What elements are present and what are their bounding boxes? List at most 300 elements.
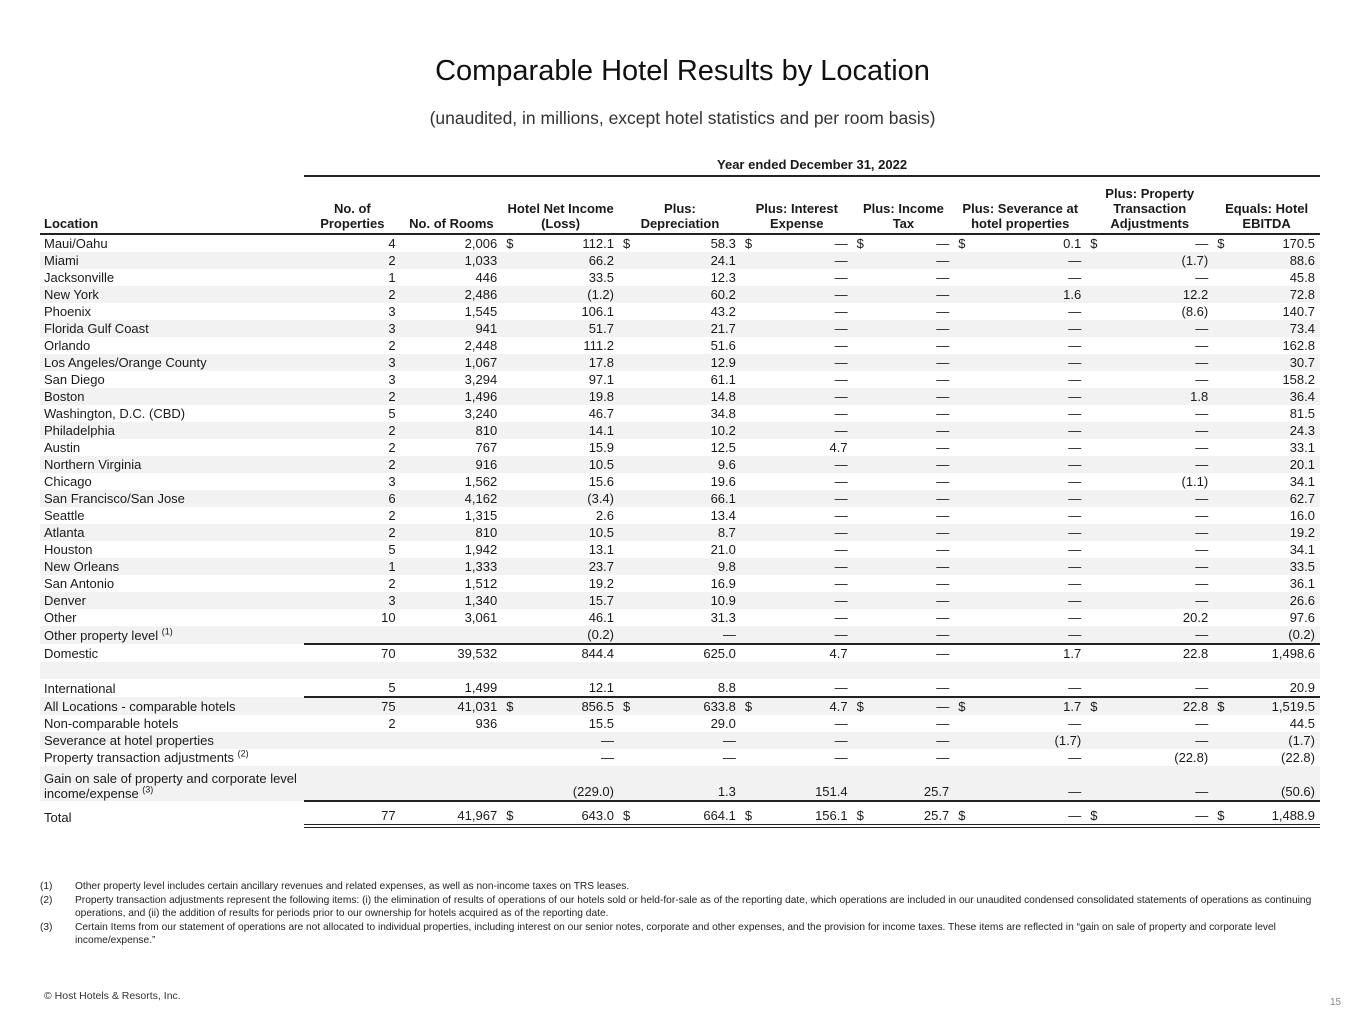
cell-value: 10.5 [588, 457, 614, 472]
value-cell-rooms [401, 252, 503, 269]
location-cell [40, 575, 304, 592]
currency-symbol: $ [1217, 808, 1225, 823]
value-cell-ebitda [1213, 749, 1320, 766]
footnote-ref: (2) [237, 748, 249, 759]
cell-value: (1.2) [587, 287, 614, 302]
location-label: Houston [44, 542, 93, 557]
cell-value: 2 [388, 423, 396, 438]
cell-value: (1.7) [1181, 253, 1209, 268]
currency-symbol: $ [744, 236, 753, 251]
cell-value: 13.1 [588, 542, 614, 557]
cell-value: — [1068, 508, 1082, 523]
value-cell-sev [954, 456, 1086, 473]
table-body [40, 234, 1320, 826]
cell-value: — [1195, 355, 1209, 370]
location-label: Austin [44, 440, 81, 455]
currency-symbol: $ [856, 236, 864, 251]
cell-value: 1 [388, 559, 396, 574]
cell-value: — [936, 253, 950, 268]
value-cell-ni [502, 234, 619, 252]
cell-value: 14.8 [710, 389, 736, 404]
value-cell-ni [502, 303, 619, 320]
value-cell-sev [954, 473, 1086, 490]
value-cell-int [741, 473, 853, 490]
location-cell [40, 286, 304, 303]
table-row [40, 286, 1320, 303]
cell-value: — [1068, 576, 1082, 591]
value-cell-rooms [401, 766, 503, 801]
cell-value: 15.5 [588, 716, 614, 731]
value-cell-dep [619, 473, 741, 490]
cell-value: 22.8 [1182, 646, 1209, 661]
cell-value: 19.2 [588, 576, 614, 591]
cell-value: — [1068, 593, 1082, 608]
value-cell-ptx [1086, 439, 1213, 456]
value-cell-ebitda [1213, 269, 1320, 286]
cell-value: 1,067 [464, 355, 498, 370]
value-cell-ptx [1086, 575, 1213, 592]
cell-value: 1,488.9 [1271, 808, 1315, 823]
cell-value: 16.0 [1289, 508, 1315, 523]
cell-value: 97.1 [588, 372, 614, 387]
page-title: Comparable Hotel Results by Location [435, 55, 930, 87]
value-cell-int [741, 371, 853, 388]
cell-value: 61.1 [710, 372, 736, 387]
location-label: International [44, 681, 116, 696]
cell-value: — [1195, 733, 1209, 748]
value-cell-rooms [401, 320, 503, 337]
cell-value: 19.8 [588, 389, 614, 404]
value-cell-ptx [1086, 697, 1213, 715]
cell-value: 664.1 [703, 808, 736, 823]
value-cell-props [304, 715, 401, 732]
cell-value: 70 [381, 646, 396, 661]
value-cell-tax [853, 732, 955, 749]
value-cell-dep [619, 679, 741, 697]
table-row [40, 558, 1320, 575]
cell-value: — [1195, 406, 1209, 421]
value-cell-tax [853, 575, 955, 592]
cell-value: — [834, 542, 848, 557]
cell-value: — [936, 491, 950, 506]
value-cell-ebitda [1213, 439, 1320, 456]
currency-symbol: $ [958, 699, 966, 714]
cell-value: — [834, 338, 848, 353]
value-cell-rooms [401, 422, 503, 439]
cell-value: — [936, 338, 950, 353]
value-cell-dep [619, 749, 741, 766]
cell-value: 1,545 [464, 304, 498, 319]
value-cell-props [304, 644, 401, 662]
cell-value: 2 [388, 338, 396, 353]
location-cell [40, 766, 304, 801]
cell-value: 1,498.6 [1271, 646, 1315, 661]
value-cell-tax [853, 490, 955, 507]
currency-symbol: $ [1090, 808, 1098, 823]
value-cell-dep [619, 371, 741, 388]
cell-value: 43.2 [710, 304, 736, 319]
table-header-row [40, 176, 1320, 234]
location-cell [40, 558, 304, 575]
col-header-severance: Plus: Severance at hotel properties [954, 176, 1086, 234]
cell-value: 5 [388, 542, 396, 557]
value-cell-dep [619, 286, 741, 303]
table-row [40, 715, 1320, 732]
value-cell-ptx [1086, 303, 1213, 320]
cell-value: 767 [475, 440, 498, 455]
group-header: Year ended December 31, 2022 [304, 154, 1320, 176]
location-label: Philadelphia [44, 423, 115, 438]
cell-value: 1.7 [1063, 646, 1082, 661]
location-label: Maui/Oahu [44, 236, 108, 251]
cell-value: 33.5 [1289, 559, 1315, 574]
cell-value: 33.1 [1289, 440, 1315, 455]
value-cell-tax [853, 252, 955, 269]
cell-value: — [936, 389, 950, 404]
col-header-properties: No. of Properties [304, 176, 401, 234]
cell-value: 51.6 [710, 338, 736, 353]
cell-value: 8.8 [717, 680, 736, 695]
value-cell-ni [502, 456, 619, 473]
location-label: Washington, D.C. (CBD) [44, 406, 186, 421]
cell-value: — [722, 627, 736, 642]
location-cell [40, 592, 304, 609]
value-cell-rooms [401, 490, 503, 507]
cell-value: — [936, 508, 950, 523]
cell-value: 936 [475, 716, 498, 731]
value-cell-ptx [1086, 766, 1213, 801]
value-cell-rooms [401, 558, 503, 575]
value-cell-props [304, 697, 401, 715]
value-cell-ni [502, 252, 619, 269]
value-cell-props [304, 732, 401, 749]
cell-value: 3 [388, 321, 396, 336]
value-cell-props [304, 439, 401, 456]
cell-value: 3 [388, 593, 396, 608]
cell-value: 1,315 [464, 508, 498, 523]
location-label: Phoenix [44, 304, 91, 319]
value-cell-ebitda [1213, 592, 1320, 609]
currency-symbol: $ [1217, 236, 1225, 251]
value-cell-ptx [1086, 388, 1213, 405]
cell-value: 2 [388, 287, 396, 302]
col-header-ebitda: Equals: Hotel EBITDA [1213, 176, 1320, 234]
cell-value: — [1068, 627, 1082, 642]
value-cell-rooms [401, 303, 503, 320]
location-cell [40, 609, 304, 626]
location-label: Jacksonville [44, 270, 115, 285]
cell-value: — [1195, 542, 1209, 557]
value-cell-sev [954, 697, 1086, 715]
location-label: Severance at hotel properties [44, 733, 214, 748]
location-label: Los Angeles/Orange County [44, 355, 207, 370]
cell-value: 39,532 [457, 646, 498, 661]
currency-symbol: $ [623, 808, 631, 823]
value-cell-ptx [1086, 541, 1213, 558]
cell-value: — [834, 576, 848, 591]
value-cell-int [741, 388, 853, 405]
value-cell-ebitda [1213, 405, 1320, 422]
cell-value: — [1068, 680, 1082, 695]
currency-symbol: $ [506, 699, 514, 714]
cell-value: — [936, 440, 950, 455]
value-cell-dep [619, 354, 741, 371]
value-cell-ebitda [1213, 697, 1320, 715]
cell-value: 111.2 [583, 338, 614, 353]
cell-value: 24.3 [1289, 423, 1315, 438]
value-cell-int [741, 234, 853, 252]
cell-value: 4 [388, 236, 396, 251]
value-cell-ni [502, 337, 619, 354]
value-cell-ptx [1086, 609, 1213, 626]
value-cell-ni [502, 626, 619, 644]
value-cell-dep [619, 303, 741, 320]
value-cell-dep [619, 422, 741, 439]
cell-value: 2,448 [464, 338, 498, 353]
cell-value: — [936, 610, 950, 625]
value-cell-tax [853, 337, 955, 354]
value-cell-ptx [1086, 644, 1213, 662]
value-cell-ni [502, 371, 619, 388]
value-cell-sev [954, 252, 1086, 269]
cell-value: — [936, 304, 950, 319]
cell-value: 1,340 [464, 593, 498, 608]
cell-value: 77 [381, 808, 396, 823]
location-label: Non-comparable hotels [44, 716, 179, 731]
value-cell-ni [502, 715, 619, 732]
cell-value: — [834, 270, 848, 285]
location-cell [40, 749, 304, 766]
value-cell-int [741, 749, 853, 766]
cell-value: 34.8 [710, 406, 736, 421]
currency-symbol: $ [856, 808, 864, 823]
value-cell-sev [954, 732, 1086, 749]
value-cell-int [741, 524, 853, 541]
cell-value: 446 [475, 270, 498, 285]
value-cell-sev [954, 801, 1086, 826]
footnote [40, 921, 1325, 948]
spacer-cell [304, 662, 401, 679]
cell-value: 1.8 [1190, 389, 1209, 404]
cell-value: — [936, 270, 950, 285]
table-row [40, 626, 1320, 644]
value-cell-tax [853, 558, 955, 575]
cell-value: (1.7) [1054, 733, 1082, 748]
value-cell-rooms [401, 439, 503, 456]
value-cell-ptx [1086, 371, 1213, 388]
location-cell [40, 732, 304, 749]
value-cell-sev [954, 749, 1086, 766]
cell-value: — [1068, 389, 1082, 404]
value-cell-props [304, 749, 401, 766]
value-cell-rooms [401, 732, 503, 749]
location-label: Denver [44, 593, 86, 608]
results-table-container [40, 154, 1320, 828]
location-label: Other [44, 610, 77, 625]
value-cell-ebitda [1213, 320, 1320, 337]
cell-value: 72.8 [1289, 287, 1315, 302]
location-label: Property transaction adjustments [44, 750, 235, 765]
cell-value: — [834, 491, 848, 506]
footnote [40, 894, 1325, 921]
cell-value: 34.1 [1289, 542, 1315, 557]
cell-value: 2 [388, 716, 396, 731]
value-cell-ni [502, 749, 619, 766]
value-cell-ebitda [1213, 507, 1320, 524]
value-cell-tax [853, 541, 955, 558]
value-cell-tax [853, 286, 955, 303]
cell-value: 21.7 [710, 321, 736, 336]
value-cell-props [304, 473, 401, 490]
value-cell-dep [619, 388, 741, 405]
value-cell-dep [619, 697, 741, 715]
cell-value: 12.1 [588, 680, 614, 695]
value-cell-sev [954, 320, 1086, 337]
value-cell-tax [853, 626, 955, 644]
spacer-cell [741, 662, 853, 679]
cell-value: 2 [388, 389, 396, 404]
location-cell [40, 524, 304, 541]
value-cell-sev [954, 371, 1086, 388]
value-cell-ebitda [1213, 337, 1320, 354]
value-cell-ni [502, 732, 619, 749]
location-cell [40, 252, 304, 269]
value-cell-ptx [1086, 405, 1213, 422]
currency-symbol: $ [623, 236, 631, 251]
value-cell-int [741, 320, 853, 337]
cell-value: 3,294 [464, 372, 498, 387]
cell-value: 162.8 [1282, 338, 1315, 353]
cell-value: — [1195, 593, 1209, 608]
value-cell-rooms [401, 697, 503, 715]
value-cell-props [304, 507, 401, 524]
value-cell-props [304, 252, 401, 269]
value-cell-rooms [401, 575, 503, 592]
value-cell-int [741, 439, 853, 456]
value-cell-ptx [1086, 252, 1213, 269]
location-label: Other property level [44, 628, 159, 643]
col-header-property-tx: Plus: Property Transaction Adjustments [1086, 176, 1213, 234]
location-label: Chicago [44, 474, 92, 489]
value-cell-sev [954, 269, 1086, 286]
value-cell-rooms [401, 234, 503, 252]
value-cell-tax [853, 354, 955, 371]
col-header-depreciation: Plus: Depreciation [619, 176, 741, 234]
cell-value: 97.6 [1289, 610, 1315, 625]
value-cell-sev [954, 609, 1086, 626]
cell-value: 10.2 [710, 423, 736, 438]
value-cell-ebitda [1213, 456, 1320, 473]
cell-value: 46.1 [588, 610, 614, 625]
cell-value: 112.1 [582, 236, 614, 251]
cell-value: 2,006 [464, 236, 498, 251]
value-cell-sev [954, 234, 1086, 252]
table-row [40, 371, 1320, 388]
cell-value: (0.2) [587, 627, 614, 642]
value-cell-int [741, 679, 853, 697]
cell-value: — [1068, 372, 1082, 387]
location-label: New York [44, 287, 99, 302]
cell-value: — [936, 680, 950, 695]
cell-value: — [936, 559, 950, 574]
cell-value: — [1195, 236, 1209, 251]
value-cell-int [741, 303, 853, 320]
cell-value: 26.6 [1289, 593, 1315, 608]
location-cell [40, 679, 304, 697]
value-cell-tax [853, 679, 955, 697]
location-cell [40, 439, 304, 456]
value-cell-props [304, 679, 401, 697]
table-row [40, 320, 1320, 337]
value-cell-sev [954, 766, 1086, 801]
value-cell-rooms [401, 801, 503, 826]
footnote-ref: (3) [142, 784, 154, 795]
value-cell-sev [954, 490, 1086, 507]
value-cell-sev [954, 422, 1086, 439]
value-cell-rooms [401, 541, 503, 558]
value-cell-props [304, 286, 401, 303]
cell-value: — [936, 474, 950, 489]
cell-value: — [1195, 716, 1209, 731]
table-row [40, 644, 1320, 662]
cell-value: — [834, 750, 848, 765]
cell-value: (1.7) [1288, 733, 1315, 748]
cell-value: 25.7 [923, 808, 950, 823]
value-cell-ni [502, 679, 619, 697]
cell-value: — [1068, 355, 1082, 370]
spacer-cell [619, 662, 741, 679]
cell-value: — [1068, 321, 1082, 336]
cell-value: — [1068, 750, 1082, 765]
value-cell-int [741, 575, 853, 592]
currency-symbol: $ [958, 236, 966, 251]
value-cell-ptx [1086, 234, 1213, 252]
cell-value: 9.6 [717, 457, 736, 472]
value-cell-tax [853, 456, 955, 473]
value-cell-ni [502, 473, 619, 490]
cell-value: — [936, 542, 950, 557]
value-cell-dep [619, 541, 741, 558]
table-row [40, 490, 1320, 507]
page-number: 15 [1330, 997, 1342, 1008]
location-label: All Locations - comparable hotels [44, 699, 236, 714]
value-cell-ptx [1086, 320, 1213, 337]
cell-value: 58.3 [710, 236, 736, 251]
cell-value: — [936, 355, 950, 370]
table-row [40, 697, 1320, 715]
value-cell-int [741, 269, 853, 286]
value-cell-ebitda [1213, 558, 1320, 575]
location-label: Florida Gulf Coast [44, 321, 149, 336]
value-cell-tax [853, 749, 955, 766]
table-row [40, 405, 1320, 422]
cell-value: 916 [475, 457, 498, 472]
cell-value: 12.2 [1182, 287, 1209, 302]
cell-value: — [1068, 338, 1082, 353]
value-cell-int [741, 801, 853, 826]
value-cell-props [304, 234, 401, 252]
copyright-footer: © Host Hotels & Resorts, Inc. [44, 990, 181, 1002]
cell-value: — [834, 525, 848, 540]
location-label: San Diego [44, 372, 105, 387]
value-cell-tax [853, 715, 955, 732]
cell-value: 88.6 [1289, 253, 1315, 268]
value-cell-rooms [401, 337, 503, 354]
cell-value: — [1195, 440, 1209, 455]
value-cell-ebitda [1213, 234, 1320, 252]
cell-value: 24.1 [710, 253, 736, 268]
cell-value: 21.0 [710, 542, 736, 557]
